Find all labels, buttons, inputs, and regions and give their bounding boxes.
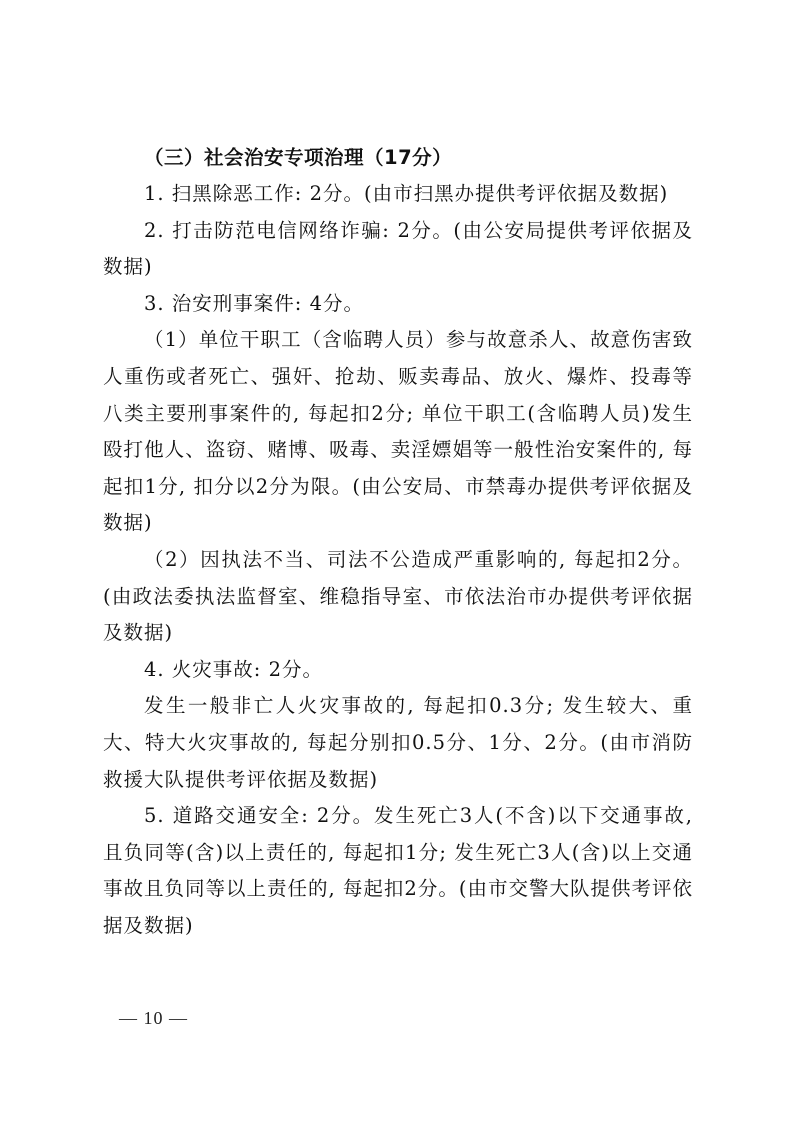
item-3-sub-1: （1）单位干职工（含临聘人员）参与故意杀人、故意伤害致人重伤或者死亡、强奸、抢劫、贩卖毒品、放火、爆炸、投毒等八类主要刑事案件的, 每起扣2分; 单位干职工(含临聘人员)发生殴打他人、盗窃、赌博、吸毒、卖淫嫖娼等一般性治安案件的, 每起扣1分, 扣分以2分为限。(由公安局、市禁毒办提供考评依据及数据) (103, 328, 693, 535)
item-1-anti-crime: 1. 扫黑除恶工作: 2分。(由市扫黑办提供考评依据及数据) (144, 182, 669, 205)
item-4-fire-accidents: 4. 火灾事故: 2分。 (144, 657, 323, 681)
item-5-road-traffic-safety: 5. 道路交通安全: 2分。发生死亡3人(不含)以下交通事故, 且负同等(含)以上责任的, 每起扣1分; 发生死亡3人(含)以上交通事故且负同等以上责任的, 每起扣2分。(由市交警大队提供考评依据及数据) (103, 804, 693, 937)
section-body (103, 140, 693, 944)
item-3-sub-2: （2）因执法不当、司法不公造成严重影响的, 每起扣2分。(由政法委执法监督室、维稳指导室、市依法治市办提供考评依据及数据) (103, 547, 693, 645)
page-number: — 10 — (119, 1008, 188, 1028)
section-heading: （三）社会治安专项治理（17分） (144, 146, 453, 169)
item-4-detail: 发生一般非亡人火灾事故的, 每起扣0.3分; 发生较大、重大、特大火灾事故的, 每起分别扣0.5分、1分、2分。(由市消防救援大队提供考评依据及数据) (103, 694, 693, 791)
item-2-anti-telecom-fraud: 2. 打击防范电信网络诈骗: 2分。(由公安局提供考评依据及数据) (103, 218, 693, 279)
item-3-public-security-cases: 3. 治安刑事案件: 4分。 (144, 291, 364, 315)
